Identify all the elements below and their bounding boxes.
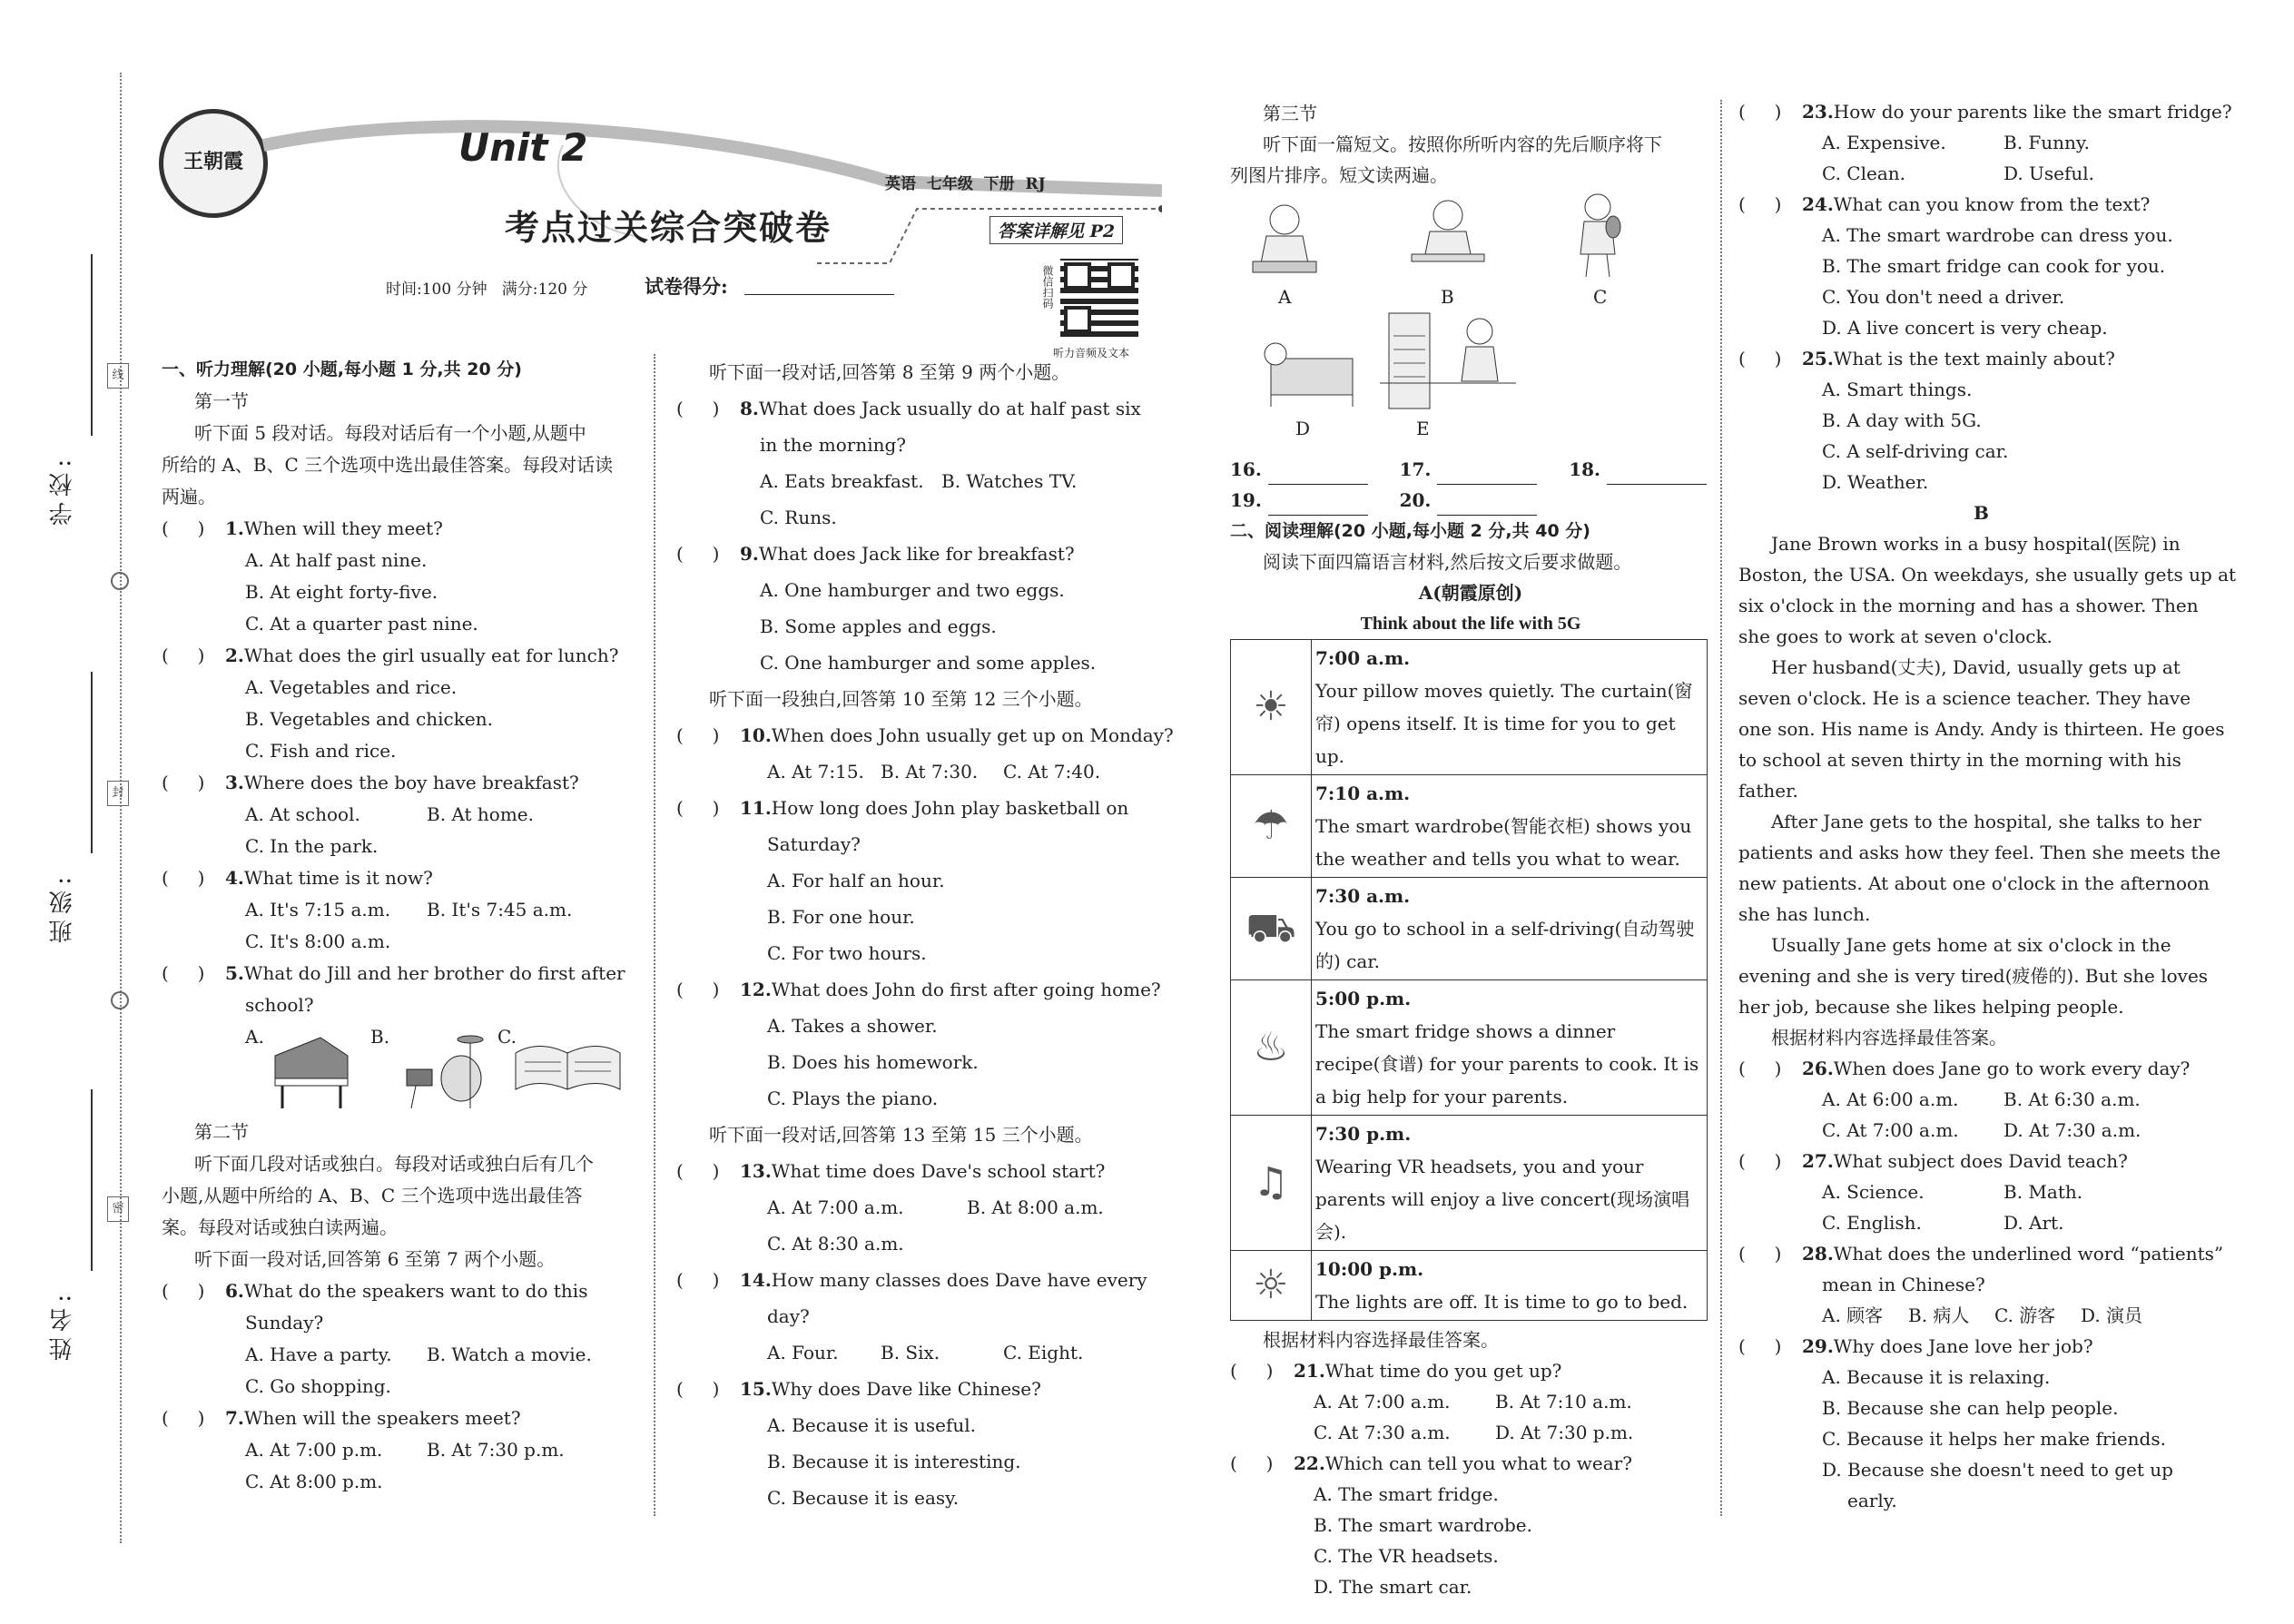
girl-bed-icon [1244, 327, 1362, 408]
school-write-line [91, 254, 93, 436]
option-row [1738, 1207, 2224, 1238]
option[interactable]: D. 演员 [2081, 1304, 2143, 1326]
music-note-icon: ♫ [1231, 1116, 1312, 1251]
option[interactable]: A. At half past nine. [245, 549, 428, 571]
binding-mark-line: 线 [107, 363, 129, 389]
question-24: ( ) 24.What can you know from the text? [1738, 193, 2151, 215]
binding-hole [111, 572, 129, 590]
question-13: ( ) 13.What time does Dave's school start? [676, 1160, 1106, 1182]
schedule-row: ♫ 7:30 p.m. Wearing VR headsets, you and your parents will enjoy a live concert(现场演唱会). [1231, 1116, 1708, 1251]
girl-violin-icon [1566, 191, 1629, 281]
option[interactable]: D. A live concert is very cheap. [1822, 317, 2108, 339]
option[interactable]: D. At 7:30 p.m. [1495, 1422, 1634, 1443]
qr-caption-2: 听力音频及文本 [1053, 347, 1130, 359]
option[interactable]: C. At 7:00 a.m. [1822, 1119, 1959, 1141]
pot-icon: ♨ [1231, 980, 1312, 1116]
passage-a-heading: A(朝霞原创) [1418, 582, 1523, 604]
part-1-label: 第一节 [194, 390, 249, 412]
option-row [676, 1334, 1157, 1371]
answer-blank-16[interactable] [1268, 464, 1368, 485]
piano-icon [266, 1029, 352, 1110]
question-27: ( ) 27.What subject does David teach? [1738, 1150, 2128, 1172]
question-1: ( ) 1.When will they meet? [162, 517, 443, 539]
part-3-label: 第三节 [1263, 103, 1317, 124]
option-row [162, 1434, 638, 1466]
question-9: ( ) 9.What does Jack like for breakfast? [676, 543, 1075, 565]
score-blank[interactable] [744, 294, 894, 295]
option[interactable]: C. At 8:00 p.m. [245, 1471, 383, 1492]
option[interactable]: C. At 7:30 a.m. [1314, 1422, 1451, 1443]
option[interactable]: A. Vegetables and rice. [245, 676, 458, 698]
option[interactable]: D. Useful. [2004, 162, 2095, 184]
schedule-row: ☂ 7:10 a.m. The smart wardrobe(智能衣柜) shows you the weather and tells you what to wear. [1231, 775, 1708, 878]
option[interactable]: D. At 7:30 a.m. [2004, 1119, 2141, 1141]
passage-line: father. [1738, 780, 1798, 802]
passage-line: Jane Brown works in a busy hospital(医院) in [1771, 533, 2181, 555]
option[interactable]: C. At 7:40. [1003, 761, 1101, 782]
option[interactable]: B. Vegetables and chicken. [245, 708, 493, 730]
option[interactable]: C. One hamburger and some apples. [760, 652, 1097, 674]
passage-line: Usually Jane gets home at six o'clock in the [1771, 934, 2171, 956]
answer-ref: 答案详解见 P2 [989, 216, 1123, 244]
question-25: ( ) 25.What is the text mainly about? [1738, 348, 2115, 369]
option[interactable]: A. Science. [1822, 1181, 1925, 1203]
option[interactable]: C. Plays the piano. [767, 1088, 939, 1109]
option[interactable]: A. Eats breakfast. [760, 470, 924, 492]
option[interactable]: B. At home. [427, 803, 534, 825]
brand-logo [159, 109, 268, 218]
option[interactable]: C. Go shopping. [245, 1375, 391, 1397]
instruction-line: 两遍。 [162, 486, 216, 507]
instruction-line: 案。每段对话或独白读两遍。 [162, 1216, 398, 1238]
question-2: ( ) 2.What does the girl usually eat for lunch? [162, 645, 619, 666]
binding-mark-seal: 封 [107, 781, 129, 806]
section-1-title: 一、听力理解(20 小题,每小题 1 分,共 20 分) [162, 359, 522, 379]
cloud-rain-icon: ☂ [1231, 775, 1312, 878]
picture-label-a: A [1278, 286, 1292, 308]
class-label: 班级: [49, 871, 76, 943]
question-28: ( ) 28.What does the underlined word “patients” [1738, 1243, 2224, 1265]
option[interactable]: A. At 7:15. [767, 761, 864, 782]
question-continuation: day? [767, 1305, 810, 1327]
option[interactable]: A. Takes a shower. [767, 1015, 938, 1037]
passage-line: her job, because she likes helping people. [1738, 996, 2124, 1018]
dialogue-instruction: 听下面一段对话,回答第 8 至第 9 两个小题。 [709, 361, 1070, 383]
exam-meta: 时间:100 分钟 满分:120 分 [386, 281, 588, 299]
option[interactable]: B. 病人 [1908, 1304, 1970, 1326]
schedule-row: ☀ 7:00 a.m. Your pillow moves quietly. The curtain(窗帘) opens itself. It is time for you to get up. [1231, 640, 1708, 775]
schedule-table [1230, 639, 1708, 1321]
option[interactable]: B. At 7:30. [881, 761, 979, 782]
name-label: 姓名: [49, 1289, 76, 1361]
option[interactable]: A. Four. [767, 1342, 839, 1363]
girl-bus-stop-icon [1380, 309, 1516, 413]
option[interactable]: C. English. [1822, 1212, 1922, 1234]
score-label: 试卷得分: [645, 275, 728, 298]
option[interactable]: B. Watches TV. [941, 470, 1078, 492]
question-8: ( ) 8.What does Jack usually do at half past six [676, 398, 1141, 419]
option-row [1738, 127, 2224, 158]
subject-tags: 英语 七年级 下册 RJ [885, 175, 1046, 193]
option[interactable]: A. At 7:00 a.m. [767, 1196, 904, 1218]
passage-line: she has lunch. [1738, 903, 1871, 925]
part-2-label: 第二节 [194, 1121, 249, 1143]
answer-blank-19[interactable] [1268, 495, 1368, 516]
option-row [1738, 1084, 2224, 1115]
option[interactable]: B. At 7:30 p.m. [427, 1439, 565, 1461]
option[interactable]: C. Fish and rice. [245, 740, 397, 762]
option[interactable]: A. One hamburger and two eggs. [760, 579, 1065, 601]
instruction-line: 听下面一篇短文。按照你所听内容的先后顺序将下 [1263, 133, 1662, 155]
dialogue-instruction: 听下面一段对话,回答第 13 至第 15 三个小题。 [709, 1124, 1093, 1146]
option[interactable]: A. Because it is relaxing. [1822, 1366, 2051, 1388]
option[interactable]: A. For half an hour. [767, 870, 945, 891]
option[interactable]: A. It's 7:15 a.m. [245, 899, 391, 920]
answer-blanks-row: 19. 20. [1230, 485, 1711, 516]
option[interactable]: B. Some apples and eggs. [760, 615, 997, 637]
column-divider [654, 354, 655, 1516]
question-3: ( ) 3.Where does the boy have breakfast? [162, 772, 579, 793]
option[interactable]: B. Does his homework. [767, 1051, 979, 1073]
picture-label-d: D [1295, 418, 1311, 439]
girl-reading-icon [1248, 200, 1321, 281]
schedule-row: ♨ 5:00 p.m. The smart fridge shows a dinner recipe(食谱) for your parents to cook. It is a big help for your parents. [1231, 980, 1708, 1116]
binding-hole [111, 991, 129, 1009]
option[interactable]: B. At eight forty-five. [245, 581, 438, 603]
option[interactable]: B. It's 7:45 a.m. [427, 899, 573, 920]
option[interactable]: A. 顾客 [1822, 1304, 1884, 1326]
question-26: ( ) 26.When does Jane go to work every day? [1738, 1058, 2191, 1079]
column-divider [1720, 100, 1722, 1516]
passage-line: Boston, the USA. On weekdays, she usually gets up at [1738, 564, 2237, 586]
option[interactable]: A. The smart wardrobe can dress you. [1822, 224, 2173, 246]
option[interactable]: C. For two hours. [767, 942, 927, 964]
option[interactable]: D. Weather. [1822, 471, 1929, 493]
passage-line: she goes to work at seven o'clock. [1738, 625, 2053, 647]
option-row [676, 1189, 1157, 1225]
option[interactable]: C. Because it is easy. [767, 1487, 960, 1509]
column-2 [676, 354, 1174, 1516]
question-10: ( ) 10.When does John usually get up on Monday? [676, 724, 1174, 746]
answer-blank-18[interactable] [1607, 464, 1707, 485]
option[interactable]: A. The smart fridge. [1314, 1483, 1499, 1505]
option[interactable]: B. Because it is interesting. [767, 1451, 1021, 1472]
option[interactable]: A. At 7:00 p.m. [245, 1439, 383, 1461]
option[interactable]: B. At 7:10 a.m. [1495, 1391, 1632, 1412]
choose-instruction: 根据材料内容选择最佳答案。 [1263, 1329, 1499, 1351]
passage-line: one son. His name is Andy. Andy is thirteen. He goes [1738, 718, 2225, 740]
option[interactable]: A. Smart things. [1822, 379, 1973, 400]
passage-b [1738, 528, 2237, 1022]
sun-icon: ☀ [1231, 640, 1312, 775]
question-11: ( ) 11.How long does John play basketball on [676, 797, 1129, 819]
column-3 [1230, 98, 1711, 1602]
option-row [162, 799, 638, 831]
question-22: ( ) 22.Which can tell you what to wear? [1230, 1452, 1632, 1474]
choose-instruction: 根据材料内容选择最佳答案。 [1771, 1027, 2007, 1048]
option[interactable]: C. Eight. [1003, 1342, 1084, 1363]
qr-code[interactable] [1060, 259, 1138, 337]
option-row [1738, 1300, 2224, 1331]
passage-a-title: Think about the life with 5G [1360, 614, 1581, 634]
option[interactable]: C. It's 8:00 a.m. [245, 930, 391, 952]
option[interactable]: C. A self-driving car. [1822, 440, 2009, 462]
option[interactable]: D. Because she doesn't need to get up [1822, 1459, 2173, 1481]
section-2-instruction: 阅读下面四篇语言材料,然后按文后要求做题。 [1263, 551, 1632, 573]
question-continuation: Sunday? [245, 1312, 324, 1334]
option[interactable]: B. For one hour. [767, 906, 915, 928]
car-icon: ⛟ [1231, 878, 1312, 980]
dialogue-instruction: 听下面一段独白,回答第 10 至第 12 三个小题。 [709, 688, 1093, 710]
question-continuation: school? [245, 994, 314, 1016]
passage-line: evening and she is very tired(疲倦的). But she loves [1738, 965, 2209, 987]
answer-blank-20[interactable] [1437, 495, 1537, 516]
option[interactable]: A. At school. [245, 803, 360, 825]
dialogue-instruction: 听下面一段对话,回答第 6 至第 7 两个小题。 [194, 1248, 556, 1270]
picture-label-c: C [1593, 286, 1608, 308]
page-title: 考点过关综合突破卷 [505, 207, 832, 248]
option-row [162, 1339, 638, 1371]
option[interactable]: D. The smart car. [1314, 1576, 1472, 1598]
lightbulb-icon: ☼ [1231, 1251, 1312, 1321]
option[interactable]: B. At 6:30 a.m. [2004, 1088, 2141, 1110]
option[interactable]: B. Math. [2004, 1181, 2083, 1203]
school-label: 学校: [49, 454, 76, 526]
picture-label-b: B [1441, 286, 1454, 308]
girl-eating-icon [1407, 195, 1489, 277]
option-row [1738, 158, 2224, 189]
passage-line: new patients. At about one o'clock in the afternoon [1738, 872, 2210, 894]
question-continuation: mean in Chinese? [1822, 1274, 1985, 1295]
answer-blank-17[interactable] [1437, 464, 1537, 485]
option[interactable]: B. Because she can help people. [1822, 1397, 2119, 1419]
instruction-line: 列图片排序。短文读两遍。 [1230, 164, 1448, 186]
instruction-line: 所给的 A、B、C 三个选项中选出最佳答案。每段对话读 [162, 454, 614, 476]
option-row [1738, 1176, 2224, 1207]
passage-line: seven o'clock. He is a science teacher. They have [1738, 687, 2191, 709]
question-12: ( ) 12.What does John do first after going home? [676, 979, 1161, 1000]
picture-label-e: E [1416, 418, 1430, 439]
option[interactable]: C. The VR headsets. [1314, 1545, 1499, 1567]
unit-title: Unit 2 [458, 125, 588, 170]
option-continuation: early. [1847, 1490, 1897, 1511]
column-4 [1738, 96, 2237, 1516]
binding-dotted-line [120, 73, 122, 1543]
option[interactable]: A. Because it is useful. [767, 1414, 976, 1436]
option[interactable]: D. Art. [2004, 1212, 2064, 1234]
q5-picture-options [162, 1021, 638, 1117]
question-14: ( ) 14.How many classes does Dave have every [676, 1269, 1147, 1291]
question-21: ( ) 21.What time do you get up? [1230, 1360, 1562, 1382]
option[interactable]: A. At 7:00 a.m. [1314, 1391, 1451, 1412]
instruction-line: 听下面几段对话或独白。每段对话或独白后有几个 [194, 1153, 594, 1175]
question-7: ( ) 7.When will the speakers meet? [162, 1407, 521, 1429]
question-4: ( ) 4.What time is it now? [162, 867, 433, 889]
qr-caption: 微信扫码 [1041, 265, 1054, 309]
option[interactable]: C. In the park. [245, 835, 379, 857]
option-b[interactable]: B. [370, 1026, 390, 1048]
class-write-line [91, 672, 93, 853]
column-1 [162, 354, 638, 1498]
option-row [1230, 1417, 1711, 1448]
option[interactable]: B. At 8:00 a.m. [967, 1196, 1104, 1218]
picture-sequence [1230, 191, 1711, 454]
passage-b-heading: B [1974, 502, 1989, 524]
passage-line: After Jane gets to the hospital, she talks to her [1771, 811, 2201, 832]
option-row [676, 463, 1157, 499]
question-6: ( ) 6.What do the speakers want to do this [162, 1280, 588, 1302]
option[interactable]: B. A day with 5G. [1822, 409, 1982, 431]
drum-kit-icon [389, 1029, 488, 1110]
question-continuation: Saturday? [767, 833, 861, 855]
open-book-icon [511, 1039, 625, 1094]
option-row [1230, 1386, 1711, 1417]
option-a[interactable]: A. [245, 1026, 264, 1048]
passage-line: to school at seven thirty in the morning with his [1738, 749, 2181, 771]
option[interactable]: B. The smart wardrobe. [1314, 1514, 1532, 1536]
schedule-row: ☼ 10:00 p.m. The lights are off. It is time to go to bed. [1231, 1251, 1708, 1321]
binding-mark-secret: 密 [107, 1196, 129, 1222]
question-15: ( ) 15.Why does Dave like Chinese? [676, 1378, 1041, 1400]
option-row [1738, 1115, 2224, 1146]
section-2-title: 二、阅读理解(20 小题,每小题 2 分,共 40 分) [1230, 521, 1590, 541]
option[interactable]: C. Runs. [760, 507, 837, 528]
logo-text: 王朝霞 [182, 150, 243, 173]
option-c[interactable]: C. [497, 1026, 517, 1048]
passage-line: Her husband(丈夫), David, usually gets up at [1771, 656, 2181, 678]
option[interactable]: B. Six. [881, 1342, 940, 1363]
option[interactable]: C. Clean. [1822, 162, 1906, 184]
option-row [676, 753, 1157, 790]
option[interactable]: C. 游客 [1994, 1304, 2056, 1326]
passage-line: patients and asks how they feel. Then she meets the [1738, 842, 2221, 863]
question-continuation: in the morning? [760, 434, 906, 456]
option[interactable]: C. You don't need a driver. [1822, 286, 2065, 308]
instruction-line: 小题,从题中所给的 A、B、C 三个选项中选出最佳答 [162, 1185, 583, 1206]
question-29: ( ) 29.Why does Jane love her job? [1738, 1335, 2093, 1357]
answer-blanks-row: 16. 17. 18. [1230, 454, 1711, 485]
option[interactable]: B. The smart fridge can cook for you. [1822, 255, 2166, 277]
option[interactable]: C. Because it helps her make friends. [1822, 1428, 2166, 1450]
option[interactable]: B. Funny. [2004, 132, 2090, 153]
question-5: ( ) 5.What do Jill and her brother do first after [162, 962, 625, 984]
option-row [162, 894, 638, 926]
name-write-line [91, 1089, 93, 1271]
option[interactable]: A. Expensive. [1822, 132, 1946, 153]
option[interactable]: A. Have a party. [245, 1343, 392, 1365]
option[interactable]: C. At 8:30 a.m. [767, 1233, 904, 1255]
passage-line: six o'clock in the morning and has a shower. Then [1738, 595, 2199, 616]
option[interactable]: B. Watch a movie. [427, 1343, 592, 1365]
question-23: ( ) 23.How do your parents like the smart fridge? [1738, 101, 2232, 123]
schedule-row: ⛟ 7:30 a.m. You go to school in a self-driving(自动驾驶的) car. [1231, 878, 1708, 980]
instruction-line: 听下面 5 段对话。每段对话后有一个小题,从题中 [194, 422, 586, 444]
option[interactable]: A. At 6:00 a.m. [1822, 1088, 1959, 1110]
option[interactable]: C. At a quarter past nine. [245, 613, 478, 635]
